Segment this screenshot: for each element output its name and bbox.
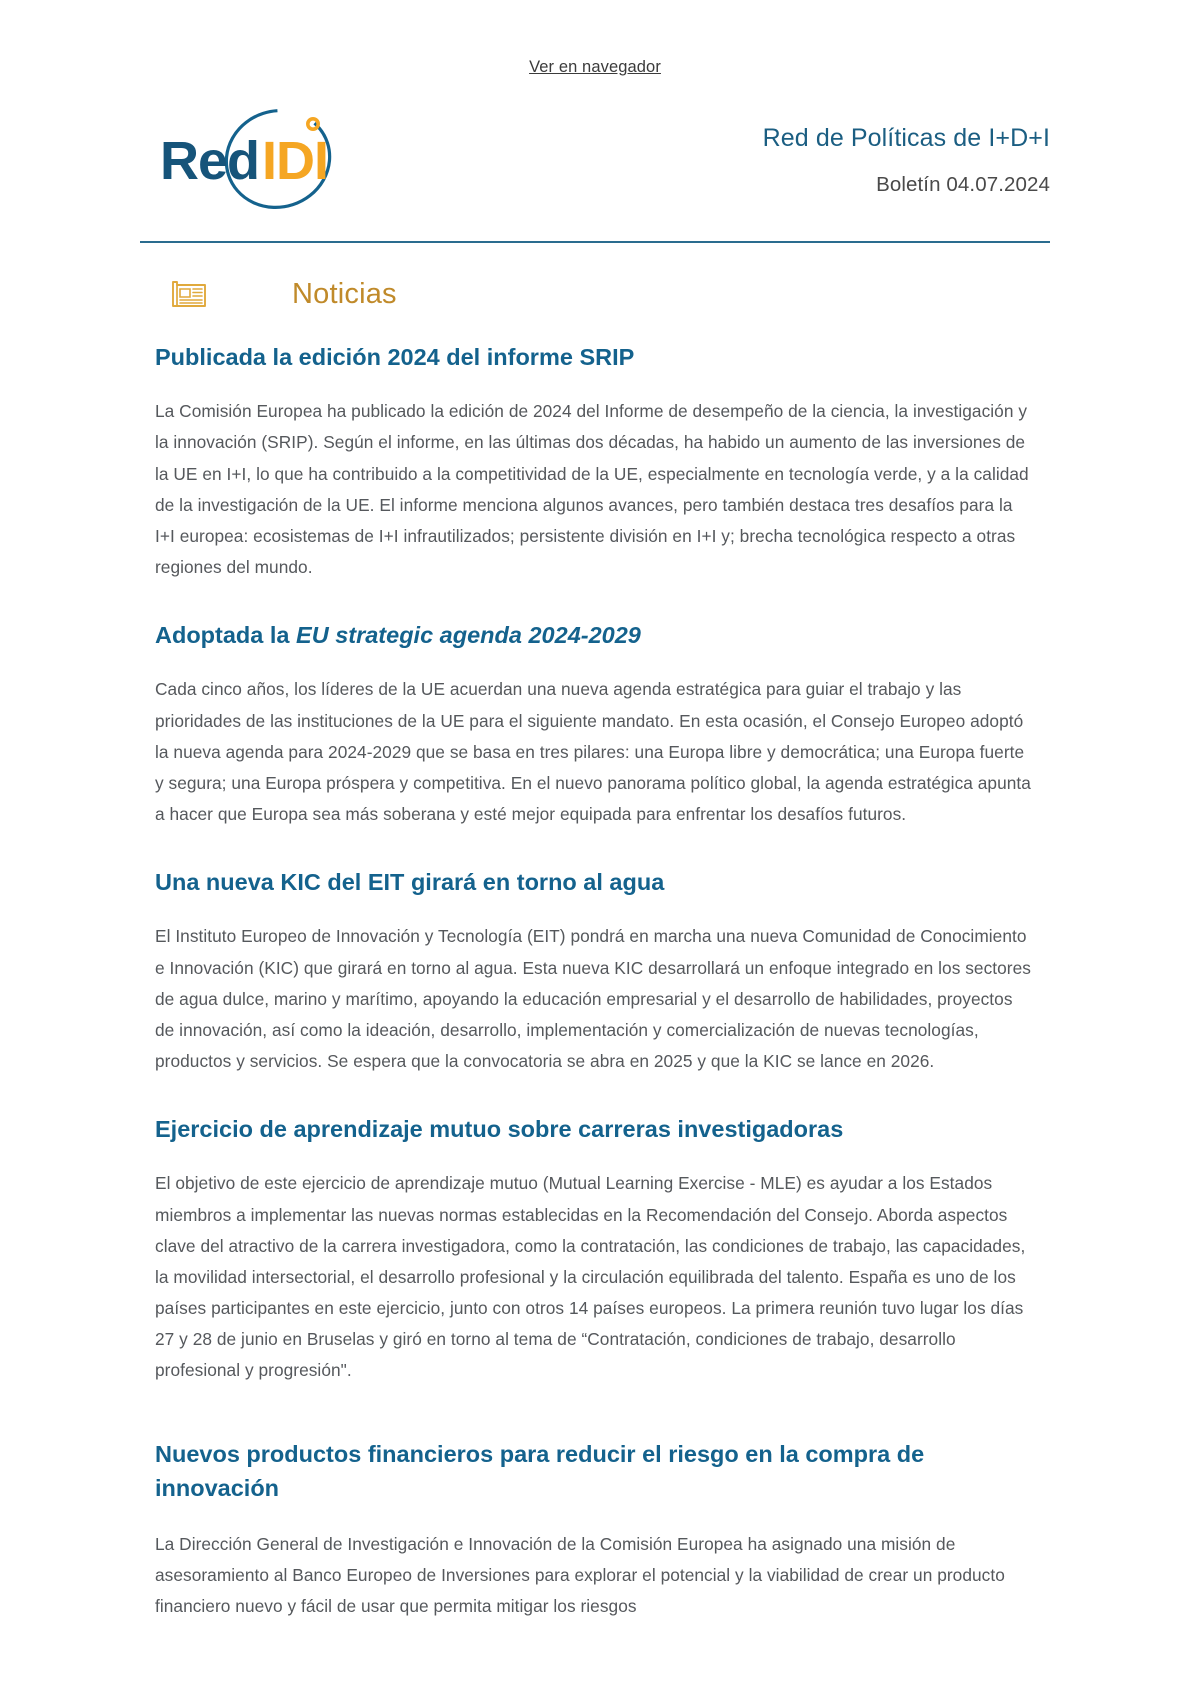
article-body: El Instituto Europeo de Innovación y Tecnología (EIT) pondrá en marcha una nueva Comunidad de Conocimiento e Innovación (KIC) que girará en torno al agua. Esta nueva KIC desarrollará un enfoque integrado en los sectores de agua dulce, marino y marítimo, apoyando la educación empresarial y el desarrollo de habilidades, proyectos de innovación, así como la ideación, desarrollo, implementación y comercialización de nuevas tecnologías, productos y servicios. Se espera que la convocatoria se abra en 2025 y que la KIC se lance en 2026. [155, 926, 1031, 1071]
article-title-text: Una nueva KIC del EIT girará en torno al agua [155, 869, 665, 896]
article-item [155, 1113, 1040, 1386]
newsletter-issue-date: Boletín 04.07.2024 [876, 173, 1050, 196]
article-title[interactable] [155, 619, 1040, 652]
brand-block [630, 105, 1050, 197]
article-title-text: Nuevos productos financieros para reducir el riesgo en la compra de innovación [155, 1441, 925, 1501]
newspaper-icon [168, 273, 210, 315]
article-body: La Dirección General de Investigación e Innovación de la Comisión Europea ha asignado una misión de asesoramiento al Banco Europeo de Inversiones para explorar el potencial y la viabilidad de crear un producto financiero nuevo y fácil de usar que permita mitigar los riesgos [155, 1534, 1005, 1617]
preheader [0, 0, 1190, 87]
article-title-emphasis: EU strategic agenda 2024-2029 [296, 622, 641, 649]
article-item [155, 1438, 1040, 1622]
article-title-text: Ejercicio de aprendizaje mutuo sobre carreras investigadoras [155, 1116, 844, 1143]
svg-text:IDI: IDI [262, 131, 329, 191]
redidi-logo[interactable] [150, 105, 380, 213]
newsletter-title: Red de Políticas de I+D+I [762, 124, 1050, 152]
article-body: El objetivo de este ejercicio de aprendizaje mutuo (Mutual Learning Exercise - MLE) es ayudar a los Estados miembros a implementar las nuevas normas establecidas en la Recomendación del Consejo. Aborda aspectos clave del atractivo de la carrera investigadora, como la contratación, las condiciones de trabajo, las capacidades, la movilidad intersectorial, el desarrollo profesional y la circulación equilibrada del talento. España es uno de los países participantes en este ejercicio, junto con otros 14 países europeos. La primera reunión tuvo lugar los días 27 y 28 de junio en Bruselas y giró en torno al tema de “Contratación, condiciones de trabajo, desarrollo profesional y progresión". [155, 1173, 1026, 1381]
article-title-text: Publicada la edición 2024 del informe SRIP [155, 344, 635, 370]
article-title-text: Adoptada la [155, 622, 297, 649]
article-item [155, 341, 1040, 583]
article-title[interactable] [155, 866, 1040, 899]
article-title[interactable] [155, 1113, 1040, 1146]
svg-text:Red: Red [160, 131, 260, 191]
article-title[interactable] [155, 341, 1040, 374]
article-item [155, 619, 1040, 830]
article-body: Cada cinco años, los líderes de la UE acuerdan una nueva agenda estratégica para guiar el trabajo y las prioridades de las instituciones de la UE para el siguiente mandato. En esta ocasión, el Consejo Europeo adoptó la nueva agenda para 2024-2029 que se basa en tres pilares: una Europa libre y democrática; una Europa fuerte y segura; una Europa próspera y competitiva. En el nuevo panorama político global, la agenda estratégica apunta a hacer que Europa sea más soberana y esté mejor equipada para enfrentar los desafíos futuros. [155, 679, 1031, 824]
article-body: La Comisión Europea ha publicado la edición de 2024 del Informe de desempeño de la ciencia, la investigación y la innovación (SRIP). Según el informe, en las últimas dos décadas, ha habido un aumento de las inversiones de la UE en I+I, lo que ha contribuido a la competitividad de la UE, especialmente en tecnología verde, y a la calidad de la investigación de la UE. El informe menciona algunos avances, pero también destaca tres desafíos para la I+I europea: ecosistemas de I+I infrautilizados; persistente división en I+I y; brecha tecnológica respecto a otras regiones del mundo. [155, 401, 1029, 577]
section-header-noticias [0, 243, 1190, 315]
view-in-browser-link[interactable]: Ver en navegador [529, 58, 661, 76]
articles-list [0, 315, 1190, 1622]
article-item [155, 866, 1040, 1077]
article-title[interactable] [155, 1438, 1040, 1505]
section-title: Noticias [292, 277, 397, 310]
masthead [0, 87, 1190, 213]
